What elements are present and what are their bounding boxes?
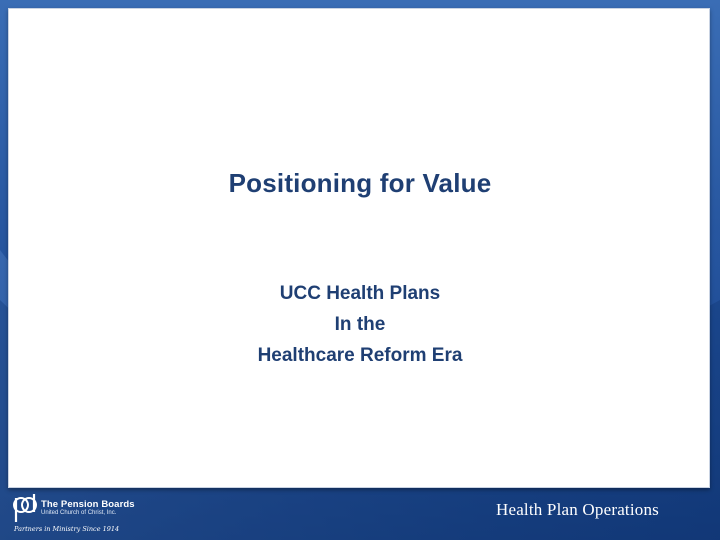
logo-tagline: Partners in Ministry Since 1914 — [14, 525, 120, 533]
pension-boards-logo — [12, 492, 152, 536]
subtitle-line-2: In the — [334, 314, 386, 335]
slide-content-panel — [8, 8, 710, 488]
logo-org-name: The Pension Boards — [41, 499, 135, 510]
pension-boards-logo-icon — [12, 492, 38, 524]
logo-org-subtitle: United Church of Christ, Inc. — [41, 510, 117, 516]
footer-department: Health Plan Operations — [495, 500, 659, 519]
slide-subtitle — [0, 278, 720, 371]
subtitle-line-1: UCC Health Plans — [279, 283, 441, 304]
subtitle-line-3: Healthcare Reform Era — [257, 345, 463, 366]
slide-title: Positioning for Value — [228, 168, 492, 198]
